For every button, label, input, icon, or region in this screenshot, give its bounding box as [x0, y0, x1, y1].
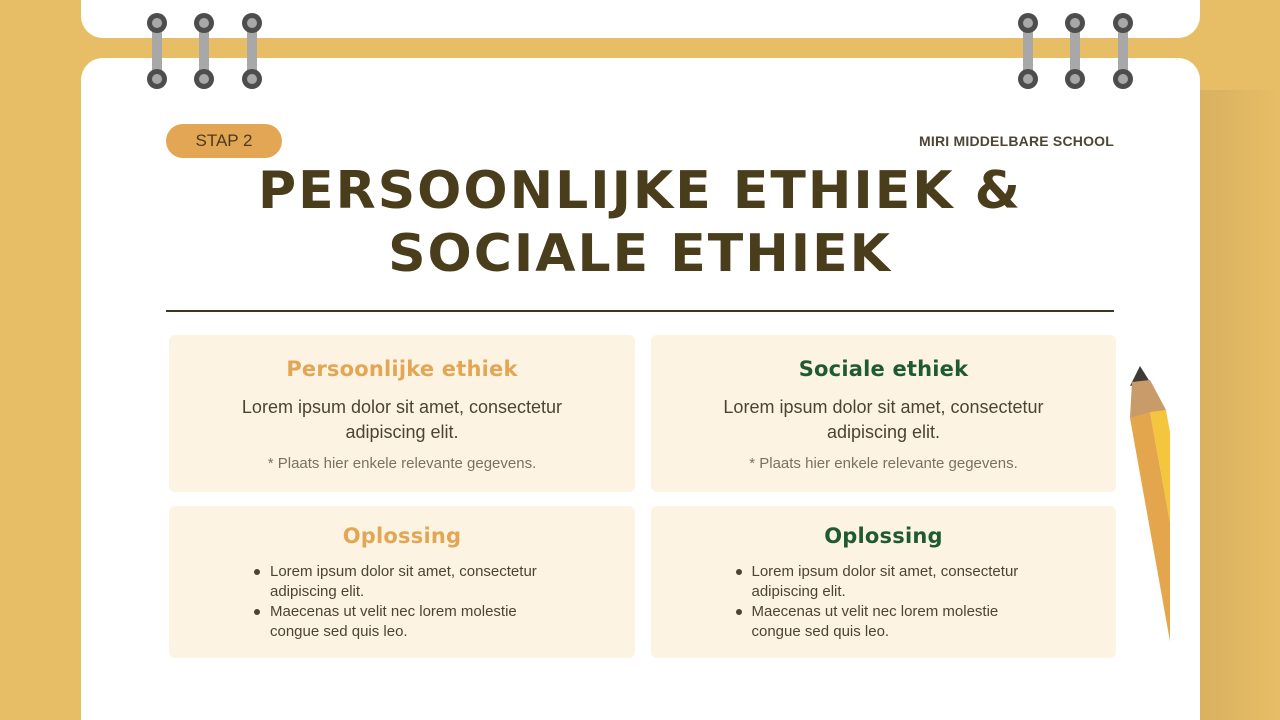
title-line-1: PERSOONLIJKE ETHIEK & [258, 161, 1022, 221]
list-item: Lorem ipsum dolor sit amet, consectetur adipiscing elit. [252, 562, 552, 602]
card-note: * Plaats hier enkele relevante gegevens. [267, 455, 537, 472]
card-title: Sociale ethiek [798, 357, 969, 381]
pencil-icon [1110, 362, 1170, 720]
spiral-ring [1113, 13, 1133, 89]
card-lead-text: Lorem ipsum dolor sit amet, consectetur adipiscing elit. [723, 397, 1044, 442]
page-title [166, 160, 1114, 286]
bullet-list [252, 562, 552, 642]
card-social-ethics [651, 335, 1116, 492]
spiral-ring [242, 13, 262, 89]
school-name: MIRI MIDDELBARE SCHOOL [919, 133, 1114, 149]
card-title: Persoonlijke ethiek [286, 357, 518, 381]
list-item: Lorem ipsum dolor sit amet, consectetur adipiscing elit. [734, 562, 1034, 602]
bullet-list [734, 562, 1034, 642]
card-lead-text: Lorem ipsum dolor sit amet, consectetur adipiscing elit. [241, 397, 563, 442]
card-title: Oplossing [342, 524, 462, 548]
title-line-2: SOCIALE ETHIEK [388, 224, 892, 284]
list-item: Maecenas ut velit nec lorem molestie congue sed quis leo. [252, 602, 552, 642]
list-item: Maecenas ut velit nec lorem molestie congue sed quis leo. [734, 602, 1034, 642]
spiral-ring [194, 13, 214, 89]
spiral-ring [147, 13, 167, 89]
step-badge: STAP 2 [166, 124, 282, 158]
card-title: Oplossing [824, 524, 943, 548]
spiral-ring [1018, 13, 1038, 89]
title-divider [166, 310, 1114, 312]
card-personal-ethics [169, 335, 635, 492]
card-note: * Plaats hier enkele relevante gegevens. [749, 455, 1018, 472]
card-solution-right [651, 506, 1116, 658]
spiral-ring [1065, 13, 1085, 89]
card-solution-left [169, 506, 635, 658]
